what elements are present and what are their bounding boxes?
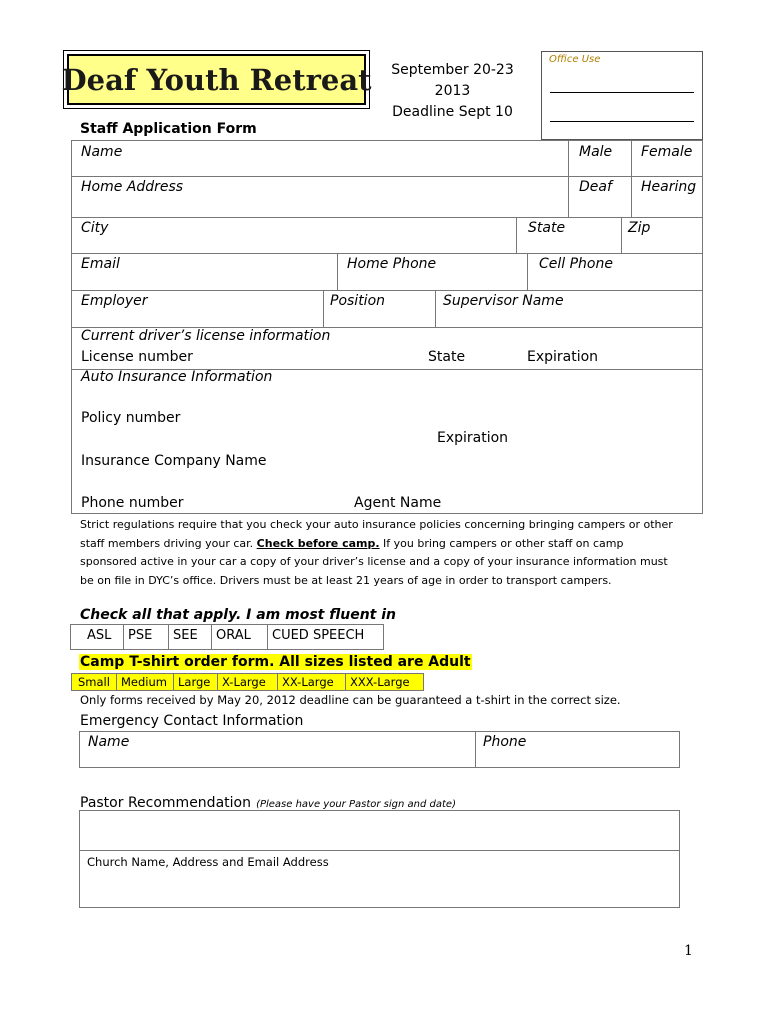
page-number: 1 bbox=[684, 943, 693, 959]
fluency-options bbox=[70, 624, 384, 650]
emergency-phone-field[interactable]: Phone bbox=[483, 734, 527, 750]
employer-field[interactable]: Employer bbox=[81, 293, 148, 309]
hearing-option[interactable]: Hearing bbox=[641, 179, 697, 195]
name-field[interactable]: Name bbox=[81, 144, 123, 160]
city-field[interactable]: City bbox=[81, 220, 109, 236]
office-use-label: Office Use bbox=[549, 54, 601, 65]
emergency-name-field[interactable]: Name bbox=[88, 734, 130, 750]
size-medium[interactable]: Medium bbox=[117, 674, 174, 691]
regulations-part-a: Strict regulations require that you check your auto insurance policies concerning bringing campers or other staff members driving your car. bbox=[80, 518, 673, 550]
fluency-cued-speech[interactable]: CUED SPEECH bbox=[268, 625, 384, 650]
title-inner bbox=[61, 54, 372, 105]
position-field[interactable]: Position bbox=[330, 293, 386, 309]
size-xxx-large[interactable]: XXX-Large bbox=[346, 674, 424, 691]
application-grid bbox=[71, 140, 703, 370]
cell-phone-field[interactable]: Cell Phone bbox=[539, 256, 613, 272]
zip-field[interactable]: Zip bbox=[628, 220, 651, 236]
fluency-oral[interactable]: ORAL bbox=[212, 625, 268, 650]
date-line-1: September 20-23 bbox=[391, 62, 514, 78]
fluency-heading: Check all that apply. I am most fluent in bbox=[80, 607, 397, 623]
pastor-heading-row bbox=[80, 792, 456, 811]
state-field[interactable]: State bbox=[528, 220, 566, 236]
fluency-see[interactable]: SEE bbox=[169, 625, 212, 650]
event-dates bbox=[380, 60, 525, 123]
deadline: Deadline Sept 10 bbox=[392, 104, 513, 120]
emergency-box bbox=[79, 731, 680, 768]
insurance-company-field[interactable]: Insurance Company Name bbox=[81, 453, 267, 469]
tshirt-heading: Camp T-shirt order form. All sizes listed are Adult bbox=[80, 654, 471, 670]
regulations-part-b: If you bring campers or other staff on camp sponsored active in your car a copy of your driver’s license and a copy of your insurance information must be on file in DYC’s office. Drivers must be at least 21 years of age in order to transport campers. bbox=[80, 536, 668, 587]
fluency-pse[interactable]: PSE bbox=[124, 625, 169, 650]
female-option[interactable]: Female bbox=[641, 144, 693, 160]
agent-name-field[interactable]: Agent Name bbox=[354, 495, 442, 511]
home-address-field[interactable]: Home Address bbox=[81, 179, 184, 195]
church-info-field[interactable]: Church Name, Address and Email Address bbox=[87, 855, 329, 869]
page-title: Deaf Youth Retreat bbox=[61, 62, 372, 97]
license-expiration-field[interactable]: Expiration bbox=[527, 349, 599, 365]
home-phone-field[interactable]: Home Phone bbox=[347, 256, 437, 272]
pastor-note: (Please have your Pastor sign and date) bbox=[256, 799, 456, 810]
deaf-option[interactable]: Deaf bbox=[579, 179, 612, 195]
tshirt-note: Only forms received by May 20, 2012 deadline can be guaranteed a t-shirt in the correct size. bbox=[80, 693, 621, 707]
size-small[interactable]: Small bbox=[72, 674, 117, 691]
regulations-bold: Check before camp. bbox=[256, 536, 380, 550]
size-large[interactable]: Large bbox=[174, 674, 218, 691]
supervisor-field[interactable]: Supervisor Name bbox=[443, 293, 564, 309]
pastor-box bbox=[79, 810, 680, 908]
license-state-field[interactable]: State bbox=[428, 349, 466, 365]
office-use-line-2[interactable] bbox=[550, 121, 694, 122]
pastor-heading: Pastor Recommendation bbox=[80, 795, 251, 811]
office-use-line-1[interactable] bbox=[550, 92, 694, 93]
email-field[interactable]: Email bbox=[81, 256, 120, 272]
date-line-2: 2013 bbox=[434, 83, 471, 99]
office-use-box bbox=[541, 51, 703, 140]
license-info-label: Current driver’s license information bbox=[81, 328, 331, 344]
emergency-heading: Emergency Contact Information bbox=[80, 713, 304, 729]
male-option[interactable]: Male bbox=[579, 144, 613, 160]
auto-insurance-label: Auto Insurance Information bbox=[81, 369, 273, 385]
pastor-signature-area[interactable] bbox=[80, 811, 679, 851]
fluency-asl[interactable]: ASL bbox=[71, 625, 124, 650]
license-number-field[interactable]: License number bbox=[81, 349, 193, 365]
insurance-expiration-field[interactable]: Expiration bbox=[437, 430, 509, 446]
regulations-text bbox=[80, 516, 680, 590]
tshirt-sizes bbox=[71, 673, 424, 691]
size-x-large[interactable]: X-Large bbox=[218, 674, 278, 691]
phone-number-field[interactable]: Phone number bbox=[81, 495, 184, 511]
form-name: Staff Application Form bbox=[80, 121, 257, 137]
policy-number-field[interactable]: Policy number bbox=[81, 410, 181, 426]
auto-insurance-box bbox=[71, 369, 703, 514]
size-xx-large[interactable]: XX-Large bbox=[278, 674, 346, 691]
title-box bbox=[63, 50, 370, 109]
